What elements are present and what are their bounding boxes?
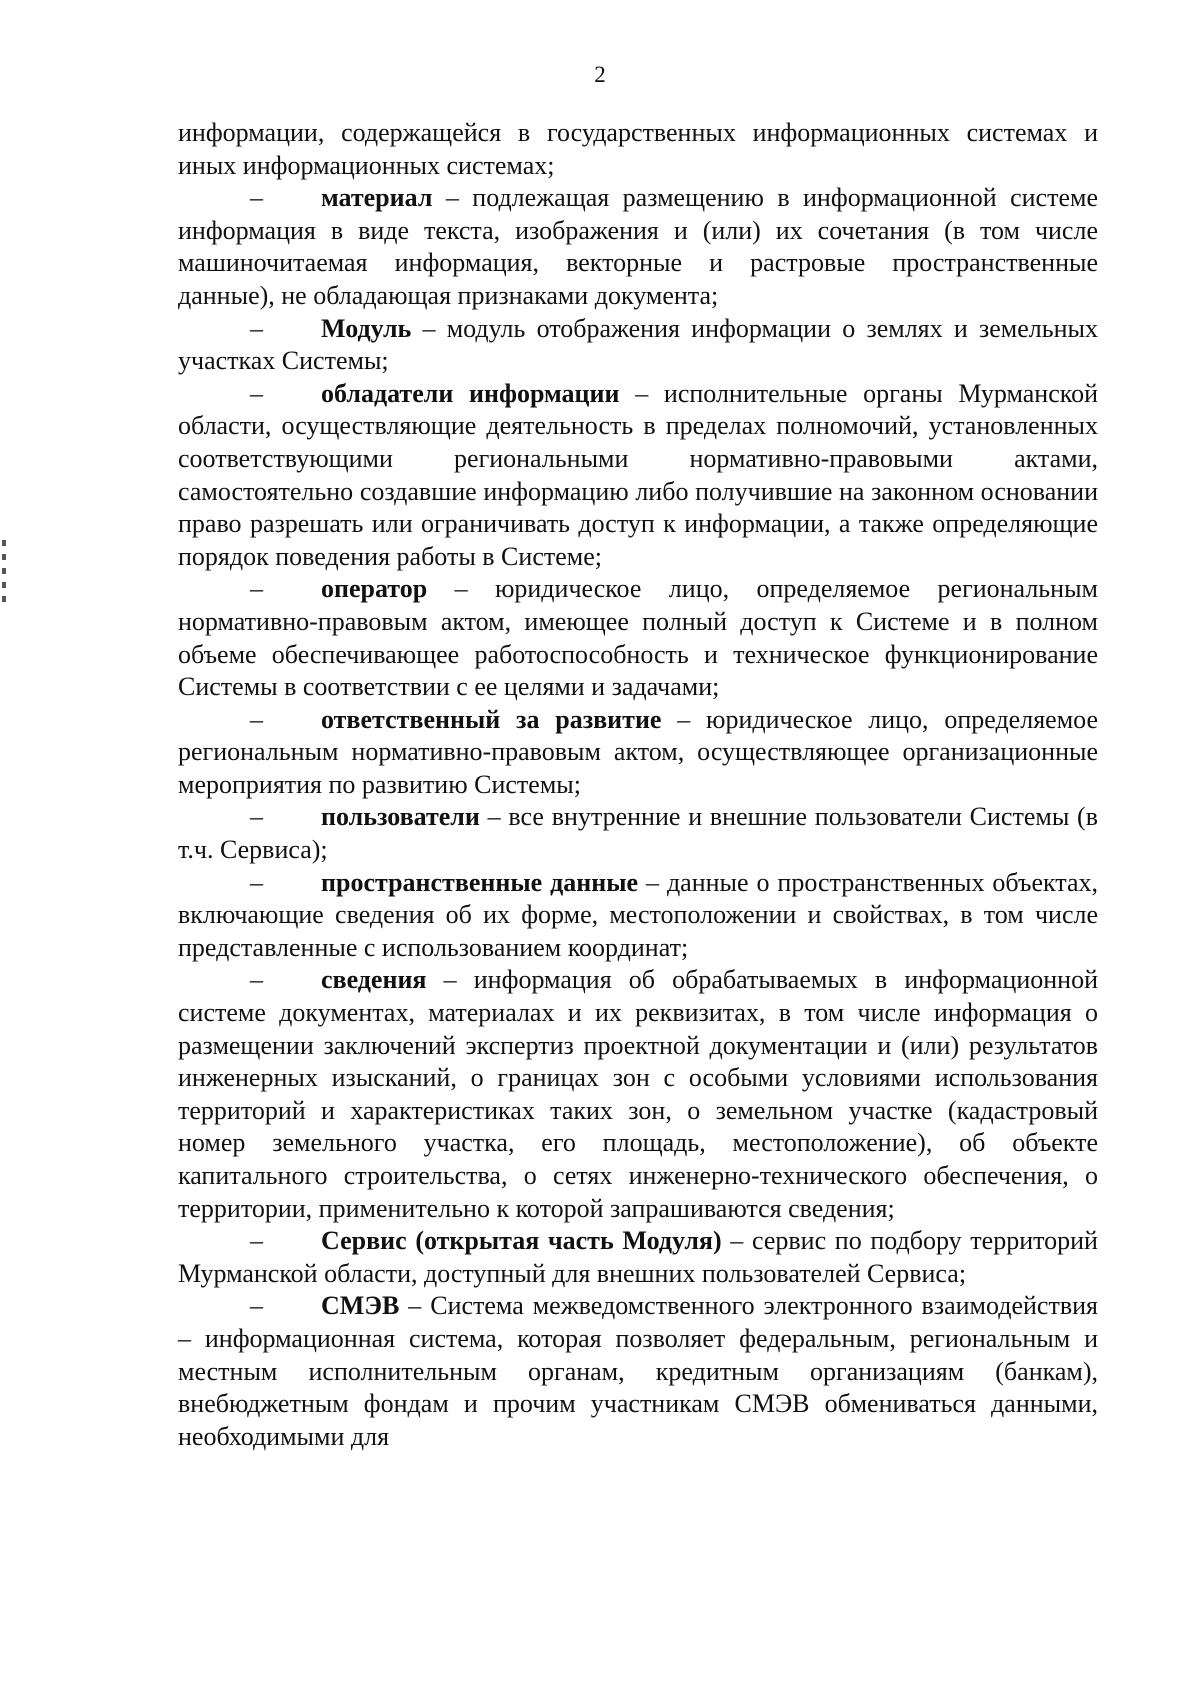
definition-text: – данные о пространственных объектах, включающие сведения об их форме, местоположении и свойствах, в том числе представленные с использованием координат; [178,867,1099,962]
dash-bullet: – [250,574,263,604]
page-number: 2 [594,62,606,87]
dash-bullet: – [250,378,263,408]
definition-text: – юридическое лицо, определяемое региональным нормативно-правовым актом, осуществляющее организационные мероприятия по развитию Системы; [178,704,1099,799]
definition-information-records [178,964,1098,1225]
definition-term: материал [321,183,433,213]
definition-text: – информация об обрабатываемых в информационной системе документах, материалах и их реквизитах, в том числе информация о размещении заключений экспертиз проектной документации и (или) результатов инженерных изысканий, о границах зон с особыми условиями использования территорий и характеристиках таких зон, о земельном участке (кадастровый номер земельного участка, его площадь, местоположение), об объекте капитального строительства, о сетях инженерно-технического обеспечения, о территории, применительно к которой запрашиваются сведения; [178,965,1098,1223]
definition-term: сведения [321,965,427,995]
definition-term: Сервис (открытая часть Модуля) [321,1226,722,1256]
definition-term: оператор [321,574,428,604]
definition-material [178,182,1098,312]
dash-bullet: – [250,1291,263,1321]
definition-text: – юридическое лицо, определяемое региональным нормативно-правовым актом, имеющее полный доступ к Системе и в полном объеме обеспечивающее работоспособность и техническое функционирование Системы в соответствии с ее целями и задачами; [178,574,1098,702]
definition-module [178,313,1098,378]
definition-text: – сервис по подбору территорий Мурманской области, доступный для внешних пользователей Сервиса; [178,1226,1098,1288]
definition-term: обладатели информации [321,378,620,408]
definition-term: пространственные данные [321,867,639,897]
dash-bullet: – [250,704,263,734]
definition-text: – исполнительные органы Мурманской области, осуществляющие деятельность в пределах полномочий, установленных соответствующими региональными нормативно-правовыми актами, самостоятельно создавшие информацию либо получившие на законном основании право разрешать или ограничивать доступ к информации, а также определяющие порядок поведения работы в Системе; [178,378,1098,571]
dash-bullet: – [250,313,263,343]
definition-smev [178,1290,1098,1453]
definition-text: – подлежащая размещению в информационной системе информация в виде текста, изображения и (или) их сочетания (в том числе машиночитаемая информация, векторные и растровые пространственные данные), не обладающая признаками документа; [178,183,1098,310]
dash-bullet: – [250,1226,263,1256]
intro-paragraph: информации, содержащейся в государственных информационных системах и иных информационных системах; [178,118,1098,180]
document-body [178,117,1098,1453]
definition-text: – все внутренние и внешние пользователи Системы (в т.ч. Сервиса); [178,802,1098,865]
definition-term: Модуль [321,313,412,343]
scan-margin-mark [2,540,6,604]
definition-term: ответственный за развитие [321,704,662,734]
definition-term: СМЭВ [321,1291,400,1321]
definition-text: – Система межведомственного электронного взаимодействия – информационная система, которая позволяет федеральным, региональным и местным исполнительным органам, кредитным организациям (банкам), внебюджетным фондам и прочим участникам СМЭВ обмениваться данными, необходимыми для [178,1291,1098,1451]
dash-bullet: – [250,183,263,213]
definition-responsible-for-development [178,704,1098,802]
definition-information-holders [178,378,1098,574]
definition-term: пользователи [321,802,480,832]
dash-bullet: – [250,867,263,897]
definition-users [178,801,1098,866]
definition-spatial-data [178,867,1098,965]
dash-bullet: – [250,965,263,995]
definition-service [178,1225,1098,1290]
dash-bullet: – [250,802,263,832]
definition-operator [178,573,1098,703]
definition-text: – модуль отображения информации о землях и земельных участках Системы; [178,313,1098,376]
